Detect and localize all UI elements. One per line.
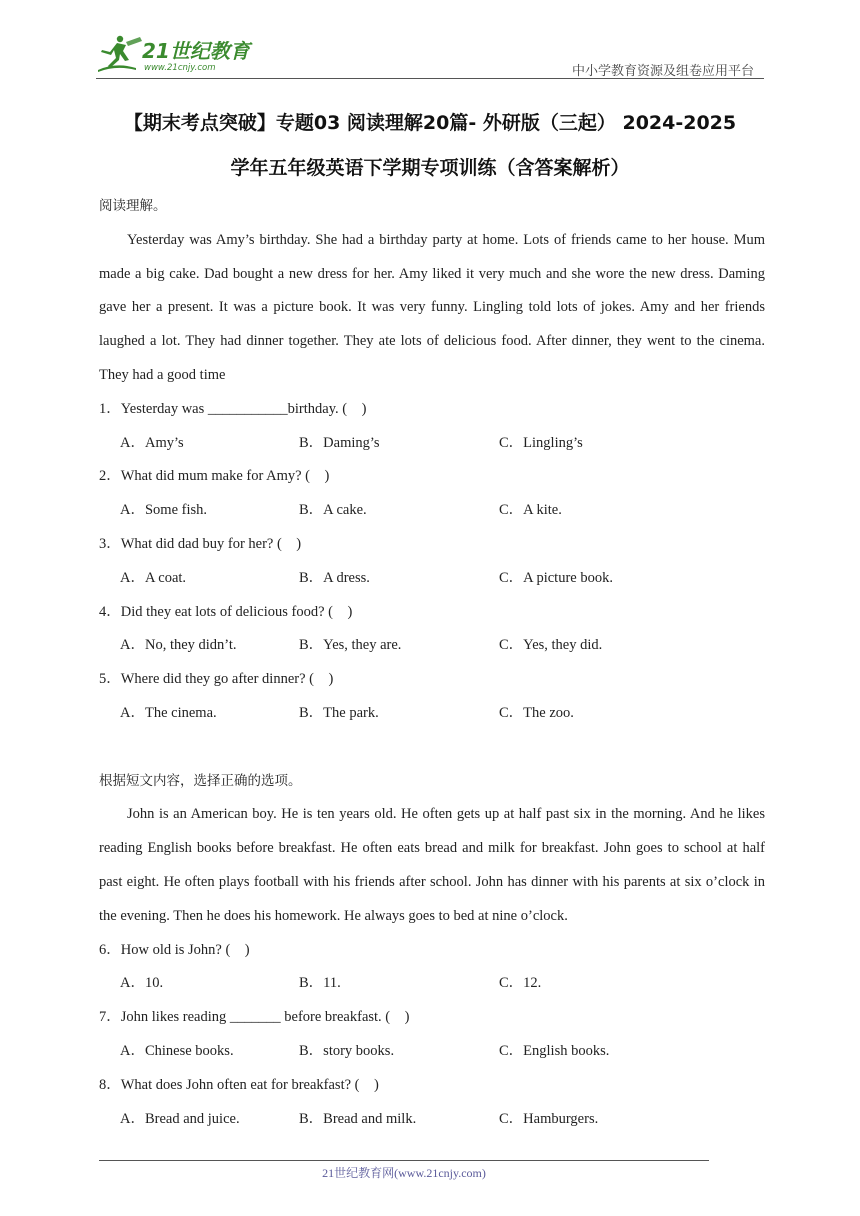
section1-questions xyxy=(99,393,765,731)
option-c[interactable]: C．Hamburgers. xyxy=(499,1110,599,1127)
logo-text: 21世纪教育 xyxy=(142,39,250,63)
option-a[interactable]: A．The cinema. xyxy=(120,704,217,721)
header-divider xyxy=(96,78,764,79)
option-b[interactable]: B．A cake. xyxy=(299,502,367,519)
question-stem: 5．Where did they go after dinner? ( ) xyxy=(99,671,334,688)
option-c[interactable]: C．12. xyxy=(499,975,542,992)
option-a[interactable]: A．Bread and juice. xyxy=(120,1110,240,1127)
page-title-line1: 【期末考点突破】专题03 阅读理解20篇- 外研版（三起） 2024-2025 xyxy=(123,112,737,134)
option-c[interactable]: C．The zoo. xyxy=(499,704,574,721)
answer-options xyxy=(99,1103,765,1137)
option-a[interactable]: A．Amy’s xyxy=(120,434,184,451)
platform-name: 中小学教育资源及组卷应用平台 xyxy=(571,64,754,79)
section1-passage: Yesterday was Amy’s birthday. She had a birthday party at home. Lots of friends came to her house. Mum made a big cake. Dad bought a new dress for her. Amy liked it very much and she wore the new dress. Daming gave her a present. It was a picture book. It was very funny. Lingling told lots of jokes. Amy and her friends laughed a lot. They had dinner together. They ate lots of delicious food. After dinner, they went to the cinema. They had a good time xyxy=(99,231,765,383)
page-title-line2: 学年五年级英语下学期专项训练（含答案解析） xyxy=(230,157,630,179)
logo-21cnjy xyxy=(96,34,266,74)
question-stem: 4．Did they eat lots of delicious food? ( ) xyxy=(99,603,353,620)
option-b[interactable]: B．Yes, they are. xyxy=(299,637,402,654)
question-stem: 1．Yesterday was ___________birthday. ( ) xyxy=(99,400,367,417)
section2-questions xyxy=(99,934,765,1137)
question-stem: 6．How old is John? ( ) xyxy=(99,941,250,958)
question-stem: 7．John likes reading _______ before breakfast. ( ) xyxy=(99,1009,410,1026)
answer-options xyxy=(99,494,765,528)
answer-options xyxy=(99,562,765,596)
answer-options xyxy=(99,1035,765,1069)
answer-options xyxy=(99,629,765,663)
answer-options xyxy=(99,427,765,461)
footer-divider xyxy=(99,1160,709,1161)
option-b[interactable]: B．A dress. xyxy=(299,569,370,586)
option-b[interactable]: B．The park. xyxy=(299,704,379,721)
option-a[interactable]: A．Some fish. xyxy=(120,502,207,519)
page-header xyxy=(96,30,764,78)
option-a[interactable]: A．A coat. xyxy=(120,569,187,586)
option-c[interactable]: C．Lingling’s xyxy=(499,434,583,451)
section-spacer xyxy=(99,731,765,765)
option-b[interactable]: B．Bread and milk. xyxy=(299,1110,417,1127)
question-stem: 3．What did dad buy for her? ( ) xyxy=(99,535,302,552)
question-stem: 2．What did mum make for Amy? ( ) xyxy=(99,468,330,485)
option-c[interactable]: C．A picture book. xyxy=(499,569,613,586)
option-c[interactable]: C．English books. xyxy=(499,1042,610,1059)
logo-url: www.21cnjy.com xyxy=(144,63,216,73)
section1-instruction: 阅读理解。 xyxy=(99,198,167,214)
option-a[interactable]: A．10. xyxy=(120,975,164,992)
answer-options xyxy=(99,967,765,1001)
footer-text: 21世纪教育网(www.21cnjy.com) xyxy=(322,1166,486,1180)
option-b[interactable]: B．11. xyxy=(299,975,341,992)
section2-instruction: 根据短文内容，选择正确的选项。 xyxy=(99,772,302,789)
answer-options xyxy=(99,697,765,731)
question-stem: 8．What does John often eat for breakfast? ( ) xyxy=(99,1076,379,1093)
section2-passage: John is an American boy. He is ten years old. He often gets up at half past six in the morning. And he likes reading English books before breakfast. He often eats bread and milk for breakfast. John goes to school at half past eight. He often plays football with his friends after school. John has dinner with his parents at six o’clock in the evening. Then he does his homework. He always goes to bed at nine o’clock. xyxy=(99,806,765,924)
option-c[interactable]: C．A kite. xyxy=(499,502,562,519)
document-body xyxy=(99,190,765,1136)
option-a[interactable]: A．No, they didn’t. xyxy=(120,637,237,654)
option-b[interactable]: B．story books. xyxy=(299,1042,395,1059)
option-a[interactable]: A．Chinese books. xyxy=(120,1042,234,1059)
option-b[interactable]: B．Daming’s xyxy=(299,434,380,451)
option-c[interactable]: C．Yes, they did. xyxy=(499,637,603,654)
